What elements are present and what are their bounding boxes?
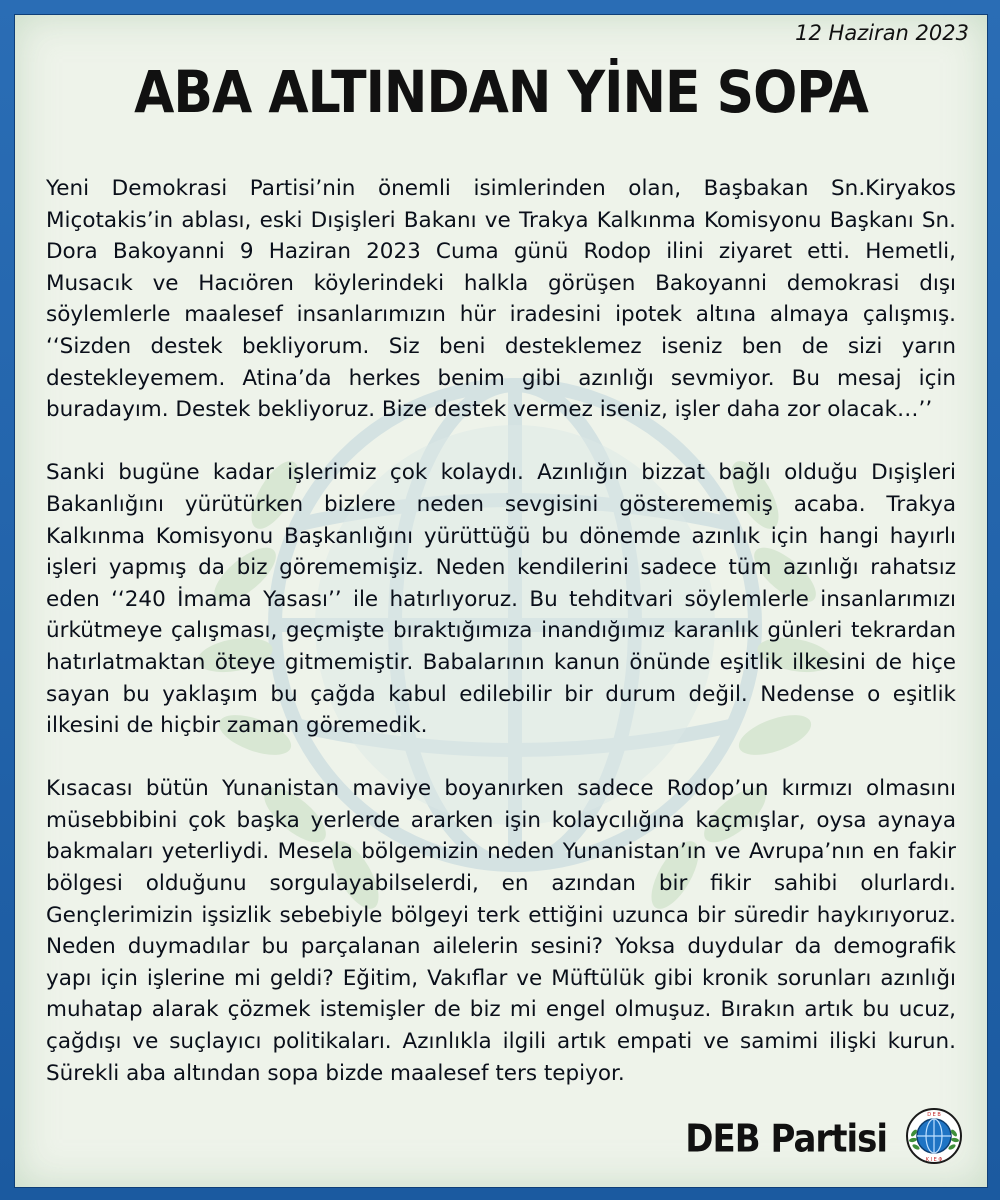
article-title: ABA ALTINDAN YİNE SOPA <box>134 59 868 127</box>
document-panel <box>14 14 988 1188</box>
article-paragraph: Sanki bugüne kadar işlerimiz çok kolaydı. Azınlığın bizzat bağlı olduğu Dışişleri Bakanlığını yürütürken bizlere neden sevgisini gösterememiş acaba. Trakya Kalkınma Komisyonu Başkanlığını yürüttüğü bu dönemde azınlık için hangi hayırlı işleri yapmış da biz görememişiz. Neden kendilerini sadece tüm azınlığı rahatsız eden ‘‘240 İmama Yasası’’ ile hatırlıyoruz. Bu tehditvari söylemlerle insanlarımızı ürkütmeye çalışması, geçmişte bıraktığımıza inandığımız karanlık günleri tekrardan hatırlatmaktan öteye gitmemiştir. Babalarının kanun önünde eşitlik ilkesini de hiçe sayan bu yaklaşım bu çağda kabul edilebilir bir durum değil. Nedense o eşitlik ilkesini de hiçbir zaman göremedik. <box>46 460 956 739</box>
publication-date: 12 Haziran 2023 <box>795 21 969 45</box>
article-paragraph: Kısacası bütün Yunanistan maviye boyanırken sadece Rodop’un kırmızı olmasını müsebbibini çok başka yerlerde ararken işin kolaycılığına kaçmışlar, oysa aynaya bakmaları yeterliydi. Mesela bölgemizin neden Yunanistan’ın ve Avrupa’nın en fakir bölgesi olduğunu sorgulayabilselerdi, en azından bir fikir sahibi olurlardı. Gençlerimizin işsizlik sebebiyle bölgeyi terk ettiğini uzunca bir süredir haykırıyoruz. Neden duymadılar bu parçalanan ailelerin sesini? Yoksa duydular da demografik yapı için işlerine mi geldi? Eğitim, Vakıflar ve Müftülük gibi kronik sorunları azınlığı muhatap alarak çözmek istemişler de biz mi engel olmuşuz. Bırakın artık bu ucuz, çağdışı ve suçlayıcı politikaları. Azınlıkla ilgili artık empati ve samimi ilişki kurun. Sürekli aba altından sopa bizde maalesef ters tepiyor. <box>46 776 956 1086</box>
party-name: DEB Partisi <box>685 1116 887 1162</box>
article-paragraph: Yeni Demokrasi Partisi’nin önemli isimlerinden olan, Başbakan Sn.Kiryakos Miçotakis’in ablası, eski Dışişleri Bakanı ve Trakya Kalkınma Komisyonu Başkanı Sn. Dora Bakoyanni 9 Haziran 2023 Cuma günü Rodop ilini ziyaret etti. Hemetli, Musacık ve Hacıören köylerindeki halkla görüşen Bakoyanni demokrasi dışı söylemlerle maalesef insanlarımızın hür iradesini ipotek altına almaya çalışmış. ‘‘Sizden destek bekliyorum. Siz beni desteklemez iseniz ben de sizi yarın destekleyemem. Atina’da herkes benim gibi azınlığı sevmiyor. Bu mesaj için buradayım. Destek bekliyoruz. Bize destek vermez iseniz, işler daha zor olacak…’’ <box>46 176 956 423</box>
deb-party-logo-icon <box>905 1107 963 1165</box>
logo-bottom-text: Κ Ι Ε Φ <box>925 1157 943 1163</box>
logo-top-text: D E B <box>927 1112 941 1118</box>
article-body <box>46 173 956 1121</box>
